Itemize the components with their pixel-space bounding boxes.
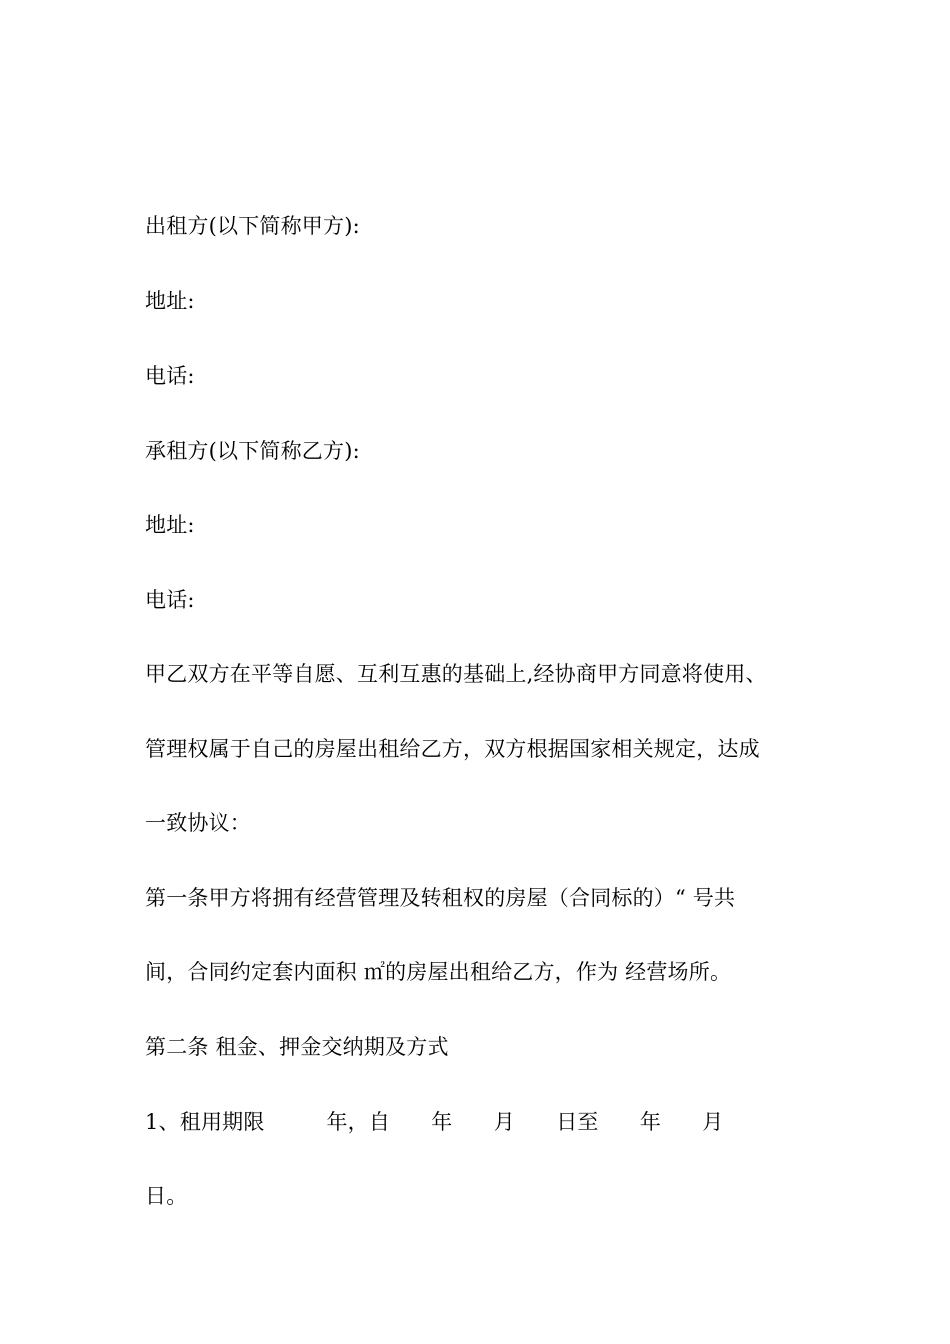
preamble-line-3: 一致协议：: [145, 811, 251, 835]
article-1-line-2: 间，合同约定套内面积 ㎡的房屋出租给乙方，作为 经营场所。: [145, 960, 732, 984]
lease-term-line: 1、租用期限 年，自 年 月 日至 年 月: [145, 1110, 724, 1134]
lessor-address-label: 地址:: [145, 289, 195, 313]
preamble-line-2: 管理权属于自己的房屋出租给乙方，双方根据国家相关规定，达成: [145, 737, 760, 761]
article-2-heading: 第二条 租金、押金交纳期及方式: [145, 1035, 449, 1059]
lessor-label: 出租方(以下简称甲方):: [145, 214, 360, 238]
lessor-phone-label: 电话:: [145, 364, 195, 388]
preamble-line-1: 甲乙双方在平等自愿、互利互惠的基础上,经协商甲方同意将使用、: [145, 662, 767, 686]
lease-term-line-end: 日。: [145, 1184, 188, 1208]
article-1-line-1: 第一条甲方将拥有经营管理及转租权的房屋（合同标的）“ 号共: [145, 886, 736, 910]
lessee-label: 承租方(以下简称乙方):: [145, 439, 360, 463]
lessee-address-label: 地址:: [145, 513, 195, 537]
lessee-phone-label: 电话:: [145, 588, 195, 612]
